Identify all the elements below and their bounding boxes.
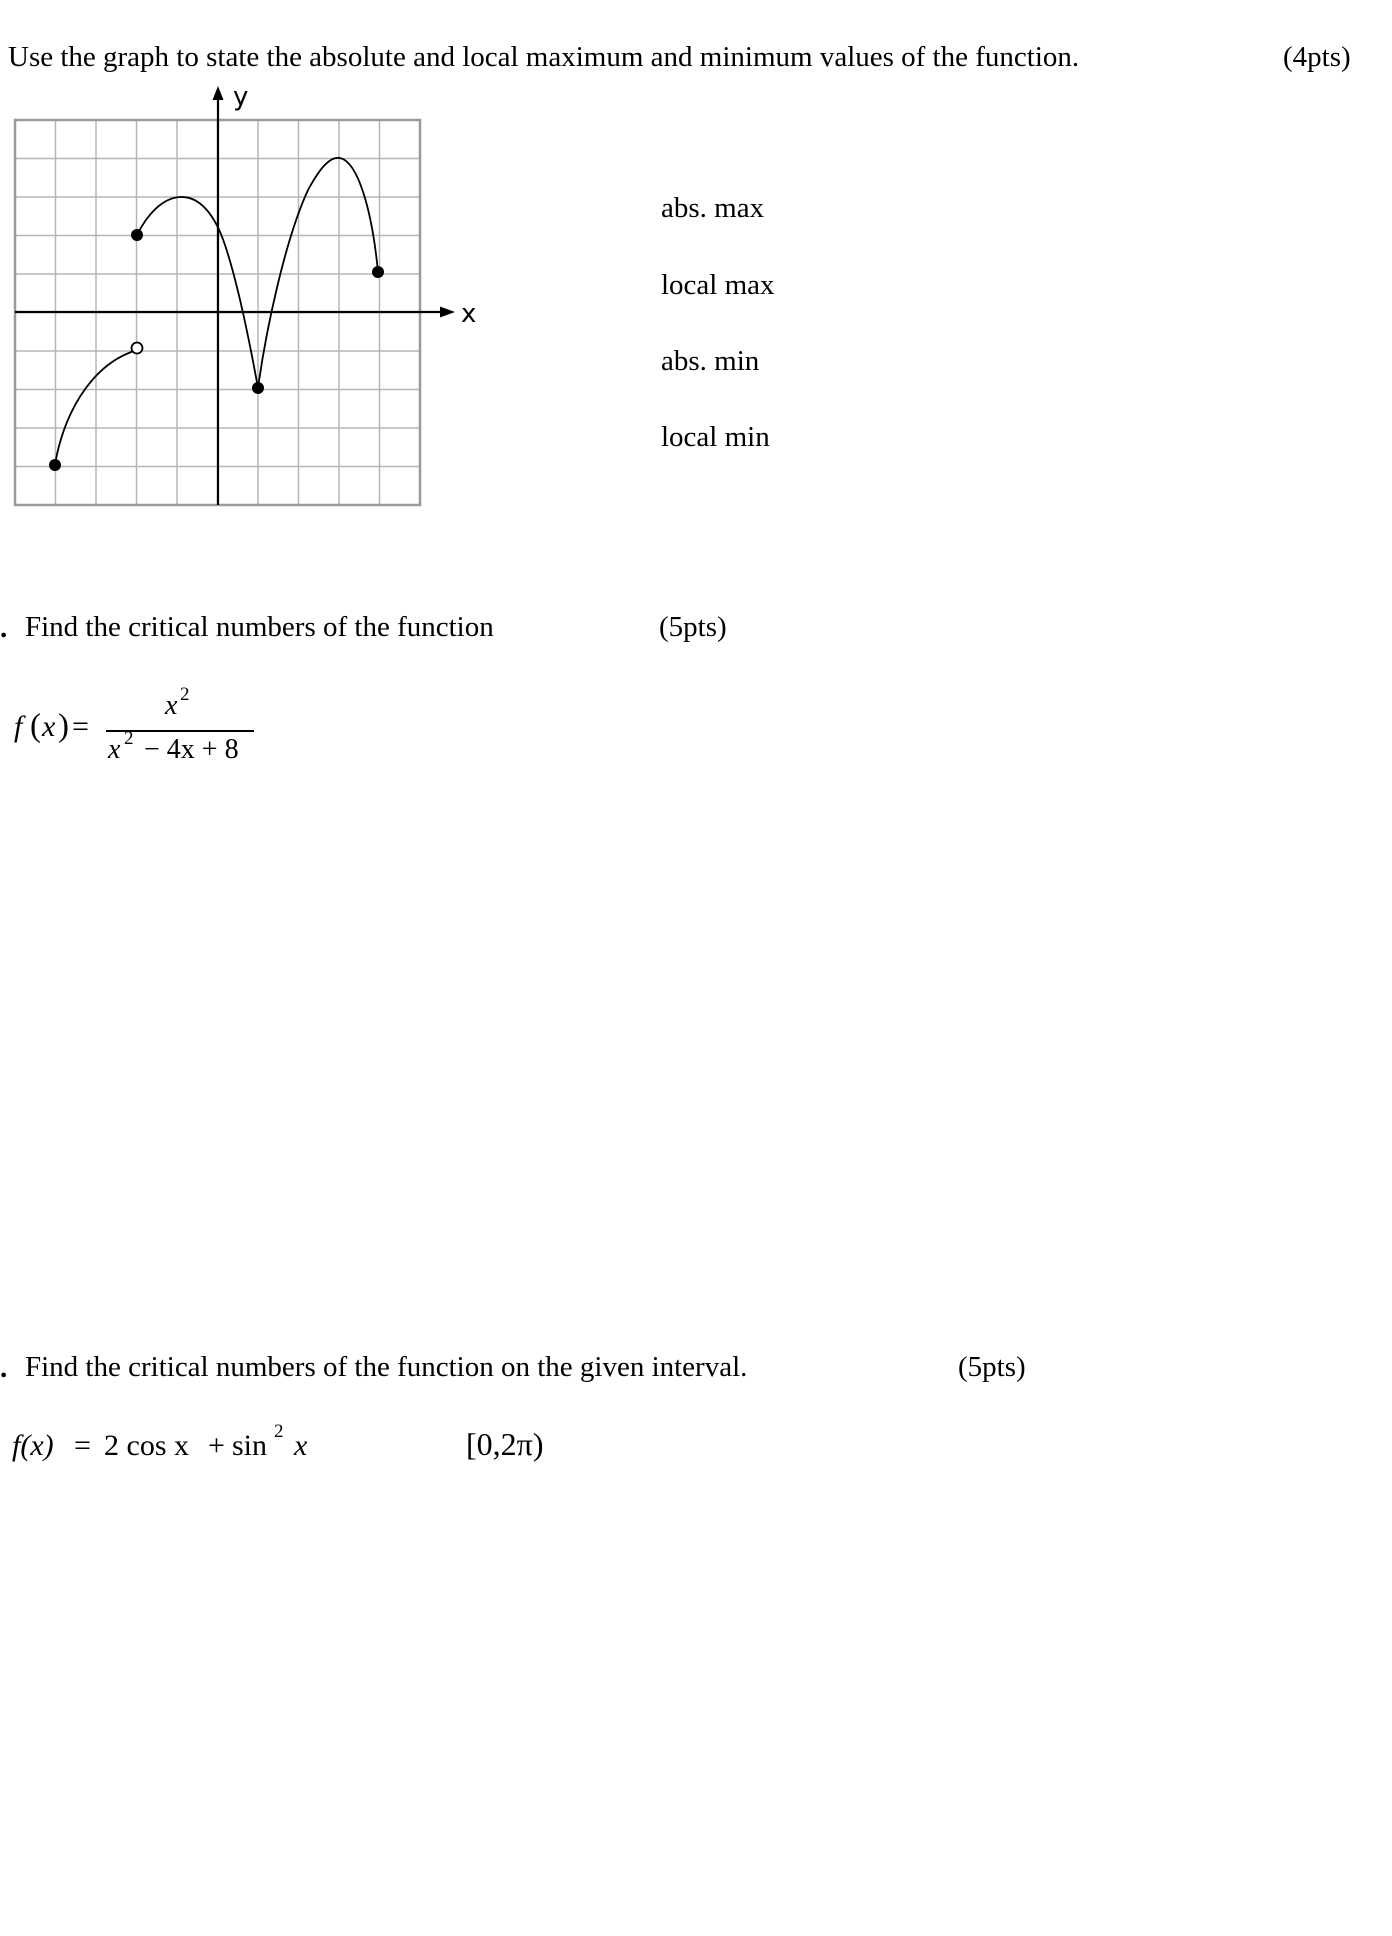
equals-sign: = bbox=[74, 1429, 91, 1462]
function-name: f bbox=[14, 710, 23, 743]
curve-second-hump bbox=[258, 158, 378, 388]
sin-variable: x bbox=[294, 1429, 308, 1462]
open-point bbox=[132, 343, 143, 354]
sin-term: sin bbox=[232, 1429, 268, 1462]
sin-exponent: 2 bbox=[274, 1421, 284, 1442]
y-axis-label: y bbox=[233, 82, 249, 112]
problem3-points: (5pts) bbox=[958, 1351, 1026, 1383]
problem3-instruction: Find the critical numbers of the function on the given interval. bbox=[25, 1351, 748, 1383]
answer-label-abs-min: abs. min bbox=[661, 345, 760, 377]
problem2-function-expression bbox=[10, 684, 270, 780]
equals-sign: = bbox=[72, 710, 89, 743]
answer-label-abs-max: abs. max bbox=[661, 192, 765, 224]
problem2-points: (5pts) bbox=[659, 611, 727, 643]
denominator-base: x bbox=[108, 734, 121, 765]
y-axis-arrow bbox=[213, 86, 224, 100]
x-axis-label: x bbox=[461, 299, 477, 329]
plus-sign: + bbox=[208, 1429, 225, 1462]
answer-label-local-max: local max bbox=[661, 269, 775, 301]
function-lhs: f(x) bbox=[12, 1429, 54, 1462]
rparen: ) bbox=[58, 708, 69, 744]
closed-point-jump bbox=[131, 229, 143, 241]
closed-point-right-endpoint bbox=[372, 266, 384, 278]
problem1-instruction: Use the graph to state the absolute and local maximum and minimum values of the function. bbox=[8, 41, 1080, 73]
curve-first-hump bbox=[137, 197, 258, 388]
function-graph bbox=[0, 70, 500, 530]
numerator-exponent: 2 bbox=[180, 684, 190, 705]
answer-label-local-min: local min bbox=[661, 421, 770, 453]
cos-term: 2 cos x bbox=[104, 1429, 189, 1462]
x-axis-arrow bbox=[440, 307, 455, 318]
problem3-bullet: . bbox=[0, 1352, 8, 1384]
closed-point-cusp-minimum bbox=[252, 382, 264, 394]
problem3-function-expression bbox=[12, 1421, 332, 1475]
function-variable: x bbox=[42, 710, 56, 743]
problem2-bullet: . bbox=[0, 612, 8, 644]
problem3-interval: [0,2π) bbox=[466, 1426, 544, 1462]
denominator-remainder: − 4x + 8 bbox=[144, 734, 239, 765]
problem2-instruction: Find the critical numbers of the function bbox=[25, 611, 494, 643]
lparen: ( bbox=[30, 708, 41, 744]
problem1-points: (4pts) bbox=[1283, 41, 1351, 73]
denominator-exponent: 2 bbox=[124, 728, 134, 749]
closed-point-left-endpoint bbox=[49, 459, 61, 471]
numerator-base: x bbox=[165, 690, 178, 721]
